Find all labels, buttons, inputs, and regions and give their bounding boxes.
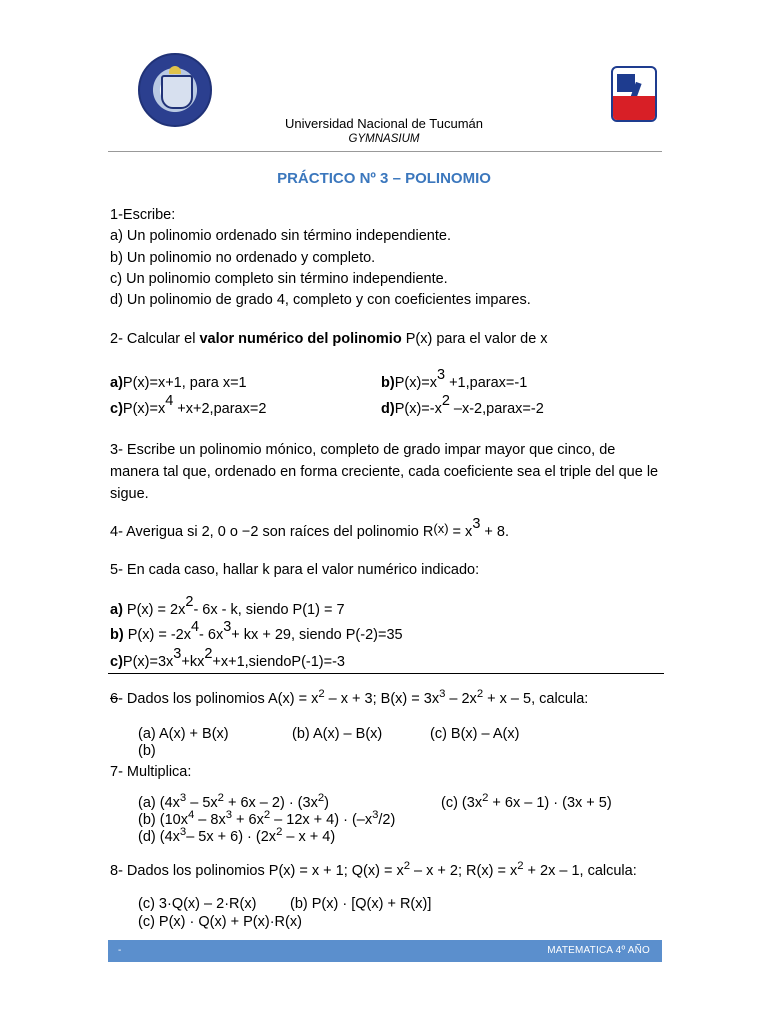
q7-b-exp4: 3: [372, 809, 379, 822]
q7-item-b: [138, 809, 396, 828]
q7-a-exp3: 2: [317, 792, 325, 805]
q8-exp1: 2: [403, 860, 411, 873]
q8-statement: [110, 860, 637, 879]
q7-d-exp1: 3: [179, 826, 187, 839]
gymnasium-logo: [611, 66, 657, 122]
q5-a-label: a): [110, 602, 123, 618]
q2-d-label: d): [381, 401, 395, 417]
q5-c-exp1: 3: [173, 646, 182, 663]
q6-t4: + x – 5, calcula:: [483, 691, 589, 707]
q4-post: + 8.: [480, 524, 510, 540]
q5-c-exp2: 2: [204, 646, 213, 663]
q8-item-c: (c) P(x) · Q(x) + P(x)·R(x): [138, 914, 302, 930]
q7-b-m1: – 8x: [194, 812, 226, 828]
section-divider: [108, 673, 664, 674]
q8-pre: 8- Dados los polinomios P(x) = x + 1; Q(x) = x: [110, 863, 404, 879]
q1-intro: 1-Escribe:: [110, 207, 176, 223]
q7-c-exp1: 2: [482, 792, 489, 805]
q2-b-post: +1,parax=-1: [445, 375, 528, 391]
q8-item-a: (c) 3·Q(x) – 2·R(x): [138, 896, 257, 912]
footer-bar: [108, 940, 662, 962]
q5-c-label: c): [110, 654, 123, 670]
sun-emblem: [169, 66, 181, 74]
q7-b-m3: – 12x + 4) · (–x: [270, 812, 373, 828]
q2-item-a: [110, 375, 247, 391]
q2-b-label: b): [381, 375, 395, 391]
footer-course: MATEMATICA 4º AÑO: [547, 945, 650, 956]
footer-left: -: [118, 945, 122, 956]
q2-d-pre: P(x)=-x: [394, 401, 442, 417]
q2-d-post: –x-2,parax=-2: [449, 401, 544, 417]
q5-intro: 5- En cada caso, hallar k para el valor numérico indicado:: [110, 562, 480, 578]
q2-post: P(x) para el valor de x: [401, 331, 548, 347]
q4-exp: 3: [472, 516, 481, 533]
q5-c-mid: +kx: [181, 654, 205, 670]
q7-d-post: – x + 4): [282, 829, 336, 845]
q2-statement: [110, 331, 548, 347]
q5-item-c: [110, 646, 345, 670]
q5-a-pre: P(x) = 2x: [122, 602, 186, 618]
q7-b-exp2: 3: [225, 809, 232, 822]
q1-item-d: d) Un polinomio de grado 4, completo y con coeficientes impares.: [110, 292, 531, 308]
q8-post: + 2x – 1, calcula:: [523, 863, 637, 879]
q5-a-exp: 2: [185, 594, 194, 611]
q7-item-d: [138, 826, 336, 845]
q2-c-post: +x+2,parax=2: [173, 401, 267, 417]
q6-exp3: 2: [476, 688, 484, 701]
header-divider: [108, 151, 662, 152]
q2-pre: 2- Calcular el: [110, 331, 200, 347]
q8-m1: – x + 2; R(x) = x: [410, 863, 518, 879]
q2-d-exp: 2: [441, 393, 450, 410]
q7-item-a: [138, 792, 329, 811]
q7-item-c: [441, 792, 612, 811]
q5-c-post: +x+1,siendoP(-1)=-3: [212, 654, 345, 670]
q1-item-c: c) Un polinomio completo sin término independiente.: [110, 271, 448, 287]
q7-a-post: ): [324, 795, 329, 811]
q7-b-post: /2): [378, 812, 396, 828]
q7-intro: 7- Multiplica:: [110, 764, 192, 780]
q5-item-b: [110, 619, 403, 643]
q5-b-mid: - 6x: [199, 627, 224, 643]
q5-a-post: - 6x - k, siendo P(1) = 7: [193, 602, 345, 618]
q5-b-post: + kx + 29, siendo P(-2)=35: [231, 627, 403, 643]
q6-item-b: (b) A(x) – B(x): [292, 726, 383, 742]
q6-t2: – x + 3; B(x) = 3x: [324, 691, 440, 707]
q2-c-label: c): [110, 401, 123, 417]
q6-t3: – 2x: [445, 691, 477, 707]
q7-c-post: + 6x – 1) · (3x + 5): [488, 795, 612, 811]
q6-number: 6: [110, 691, 119, 707]
q6-exp2: 3: [439, 688, 446, 701]
q7-b-exp3: 2: [263, 809, 271, 822]
q6-item-a: (a) A(x) + B(x): [138, 726, 229, 742]
q6-item-b2: (b): [138, 743, 156, 759]
q2-item-c: [110, 393, 267, 417]
q7-a-exp1: 3: [179, 792, 187, 805]
q2-item-b: [381, 367, 528, 391]
q7-d-exp2: 2: [276, 826, 283, 839]
q2-item-d: [381, 393, 544, 417]
q5-c-pre: P(x)=3x: [122, 654, 174, 670]
q2-bold: valor numérico del polinomio: [199, 331, 402, 347]
q4-statement: [110, 516, 510, 540]
q7-b-pre: (b) (10x: [138, 812, 188, 828]
q4-arg: (x): [433, 521, 449, 536]
q7-d-pre: (d) (4x: [138, 829, 180, 845]
q4-pre: 4- Averigua si 2, 0 o −2 son raíces del polinomio R: [110, 524, 434, 540]
q6-item-c: (c) B(x) – A(x): [430, 726, 520, 742]
q7-a-pre: (a) (4x: [138, 795, 180, 811]
q5-b-label: b): [110, 627, 124, 643]
q2-a-text: P(x)=x+1, para x=1: [122, 375, 247, 391]
page-title: PRÁCTICO Nº 3 – POLINOMIO: [277, 170, 491, 187]
q2-c-exp: 4: [165, 393, 174, 410]
q2-c-pre: P(x)=x: [122, 401, 166, 417]
q7-d-m1: – 5x + 6) · (2x: [186, 829, 277, 845]
q8-exp2: 2: [517, 860, 524, 873]
q1-item-b: b) Un polinomio no ordenado y completo.: [110, 250, 376, 266]
school-name: GYMNASIUM: [348, 133, 420, 145]
q7-b-m2: + 6x: [232, 812, 264, 828]
q7-b-exp1: 4: [187, 809, 195, 822]
q1-item-a: a) Un polinomio ordenado sin término independiente.: [110, 228, 451, 244]
q7-a-m1: – 5x: [186, 795, 218, 811]
q7-a-m2: + 6x – 2) · (3x: [223, 795, 318, 811]
q7-a-exp2: 2: [217, 792, 224, 805]
q7-c-pre: (c) (3x: [441, 795, 483, 811]
q5-b-exp2: 3: [223, 619, 232, 636]
q2-b-exp: 3: [436, 367, 446, 384]
q5-b-exp1: 4: [190, 619, 200, 636]
q2-b-pre: P(x)=x: [394, 375, 437, 391]
q6-statement: [110, 688, 589, 707]
q4-mid: = x: [448, 524, 473, 540]
q5-item-a: [110, 594, 345, 618]
university-name: Universidad Nacional de Tucumán: [285, 116, 483, 131]
q3-statement: 3- Escribe un polinomio mónico, completo de grado impar mayor que cinco, de manera tal que, ordenado en forma creciente, cada coeficiente sea el triple del que le sigue.: [110, 442, 659, 502]
q2-a-label: a): [110, 375, 123, 391]
q8-item-b: (b) P(x) · [Q(x) + R(x)]: [290, 896, 432, 912]
q6-pre: - Dados los polinomios A(x) = x: [118, 691, 319, 707]
q5-b-pre: P(x) = -2x: [123, 627, 191, 643]
shield-emblem: [161, 75, 193, 109]
q6-exp1: 2: [318, 688, 325, 701]
